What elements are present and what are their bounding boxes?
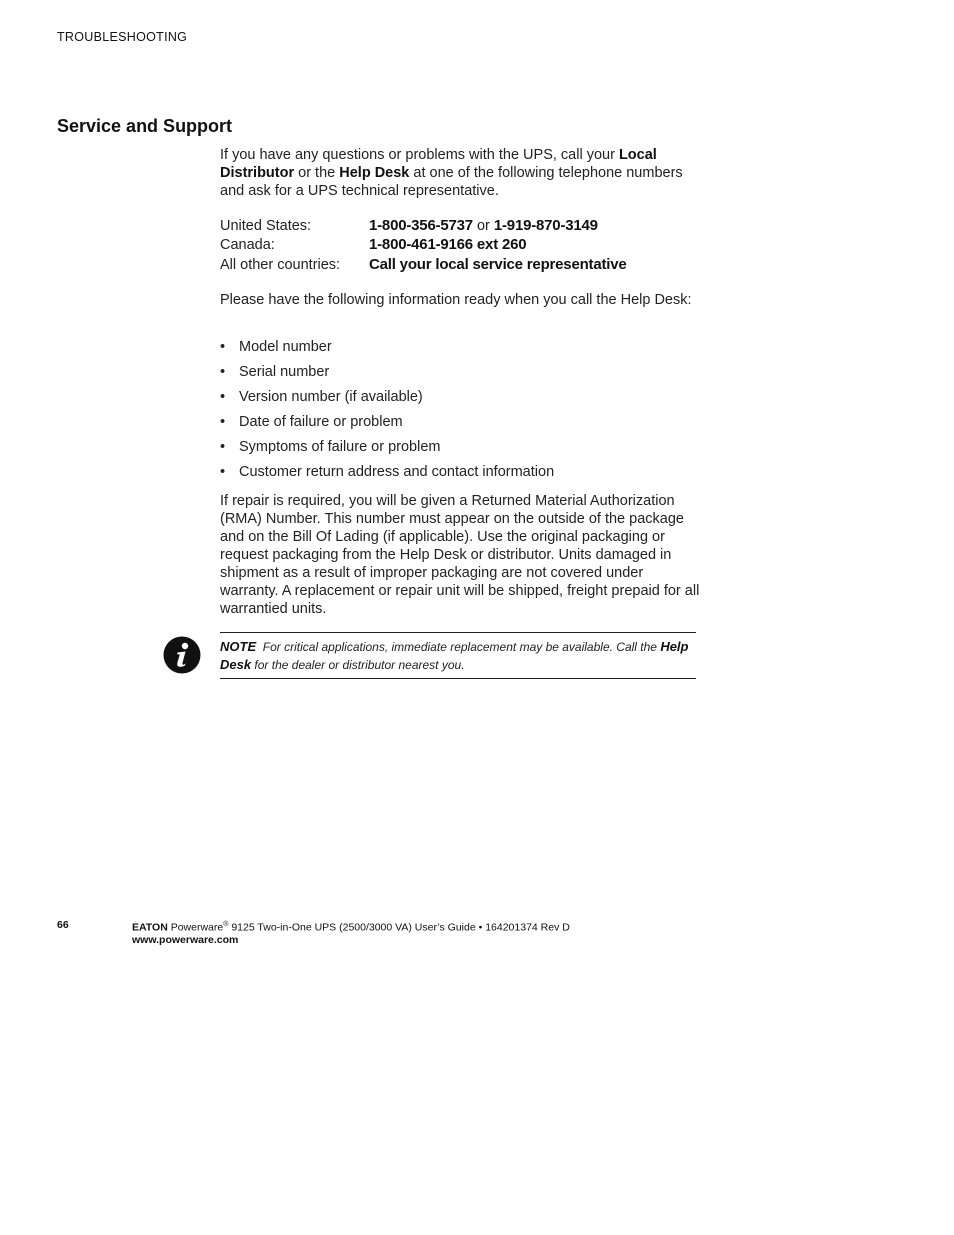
intro-text-1: If you have any questions or problems with the UPS, call your xyxy=(220,147,619,163)
info-checklist xyxy=(220,338,702,488)
footer-product: Powerware xyxy=(170,921,224,934)
help-desk-term: Help Desk xyxy=(339,165,410,181)
phone-separator: or xyxy=(476,217,490,234)
list-item xyxy=(220,438,702,463)
list-item-text: Model number xyxy=(239,339,332,355)
bullet-icon: • xyxy=(220,414,226,430)
list-item xyxy=(220,363,702,388)
footer-brand: EATON xyxy=(132,921,168,934)
registered-mark: ® xyxy=(223,921,229,928)
page-number: 66 xyxy=(57,919,69,931)
bullet-icon: • xyxy=(220,439,226,455)
note-text-2: for the dealer or distributor nearest you. xyxy=(251,658,465,672)
intro-text-3: at one of the following telephone numbers and ask for a UPS technical representative. xyxy=(220,165,683,199)
phone-contact-instruction: Call your local service representative xyxy=(369,255,627,273)
list-item xyxy=(220,463,702,488)
note-callout xyxy=(220,632,696,679)
rma-paragraph: If repair is required, you will be given a Returned Material Authorization (RMA) Number. This number must appear on the outside of the package and on the Bill Of Lading (if applicable). Use the original packaging or request packaging from the Help Desk or distributor. Units damaged in shipment as a result of improper packaging are not covered under warranty. A replacement or repair unit will be shipped, freight prepaid for all warrantied units. xyxy=(220,493,700,617)
bullet-icon: • xyxy=(220,364,226,380)
list-item-text: Serial number xyxy=(239,364,330,380)
bullet-icon: • xyxy=(220,464,226,480)
phone-label: United States: xyxy=(220,217,312,234)
phone-number: 1-919-870-3149 xyxy=(493,216,598,234)
footer-title-line xyxy=(132,919,570,934)
local-distributor-term: Local Distributor xyxy=(220,147,657,181)
help-desk-term: Help Desk xyxy=(220,639,689,672)
note-keyword: NOTE xyxy=(220,639,257,654)
intro-paragraph xyxy=(220,146,702,200)
list-item xyxy=(220,413,702,438)
list-item xyxy=(220,338,702,363)
list-item-text: Symptoms of failure or problem xyxy=(239,439,441,455)
phone-number: 1-800-461-9166 ext 260 xyxy=(369,236,527,254)
phone-label: All other countries: xyxy=(220,256,341,273)
phone-number: 1-800-356-5737 xyxy=(369,216,473,234)
phone-row-other xyxy=(220,255,702,275)
running-head: TROUBLESHOOTING xyxy=(57,30,188,44)
list-item-text: Version number (if available) xyxy=(239,389,423,405)
section-title: Service and Support xyxy=(57,116,233,136)
footer xyxy=(132,919,570,946)
phone-label: Canada: xyxy=(220,237,275,254)
footer-url: www.powerware.com xyxy=(132,933,239,946)
footer-guide-title: 9125 Two-in-One UPS (2500/3000 VA) User’s Guide • 164201374 Rev D xyxy=(228,921,570,934)
note-text-1: For critical applications, immediate replacement may be available. Call the xyxy=(262,640,661,654)
info-icon xyxy=(163,636,201,674)
list-item-text: Customer return address and contact information xyxy=(239,464,555,480)
prep-paragraph: Please have the following information ready when you call the Help Desk: xyxy=(220,292,692,308)
list-item-text: Date of failure or problem xyxy=(239,414,403,430)
bullet-icon: • xyxy=(220,339,226,355)
intro-text-2: or the xyxy=(294,165,340,181)
phone-table xyxy=(220,216,702,275)
list-item xyxy=(220,388,702,413)
bullet-icon: • xyxy=(220,389,226,405)
phone-row-us xyxy=(220,216,702,236)
phone-row-canada xyxy=(220,236,702,256)
